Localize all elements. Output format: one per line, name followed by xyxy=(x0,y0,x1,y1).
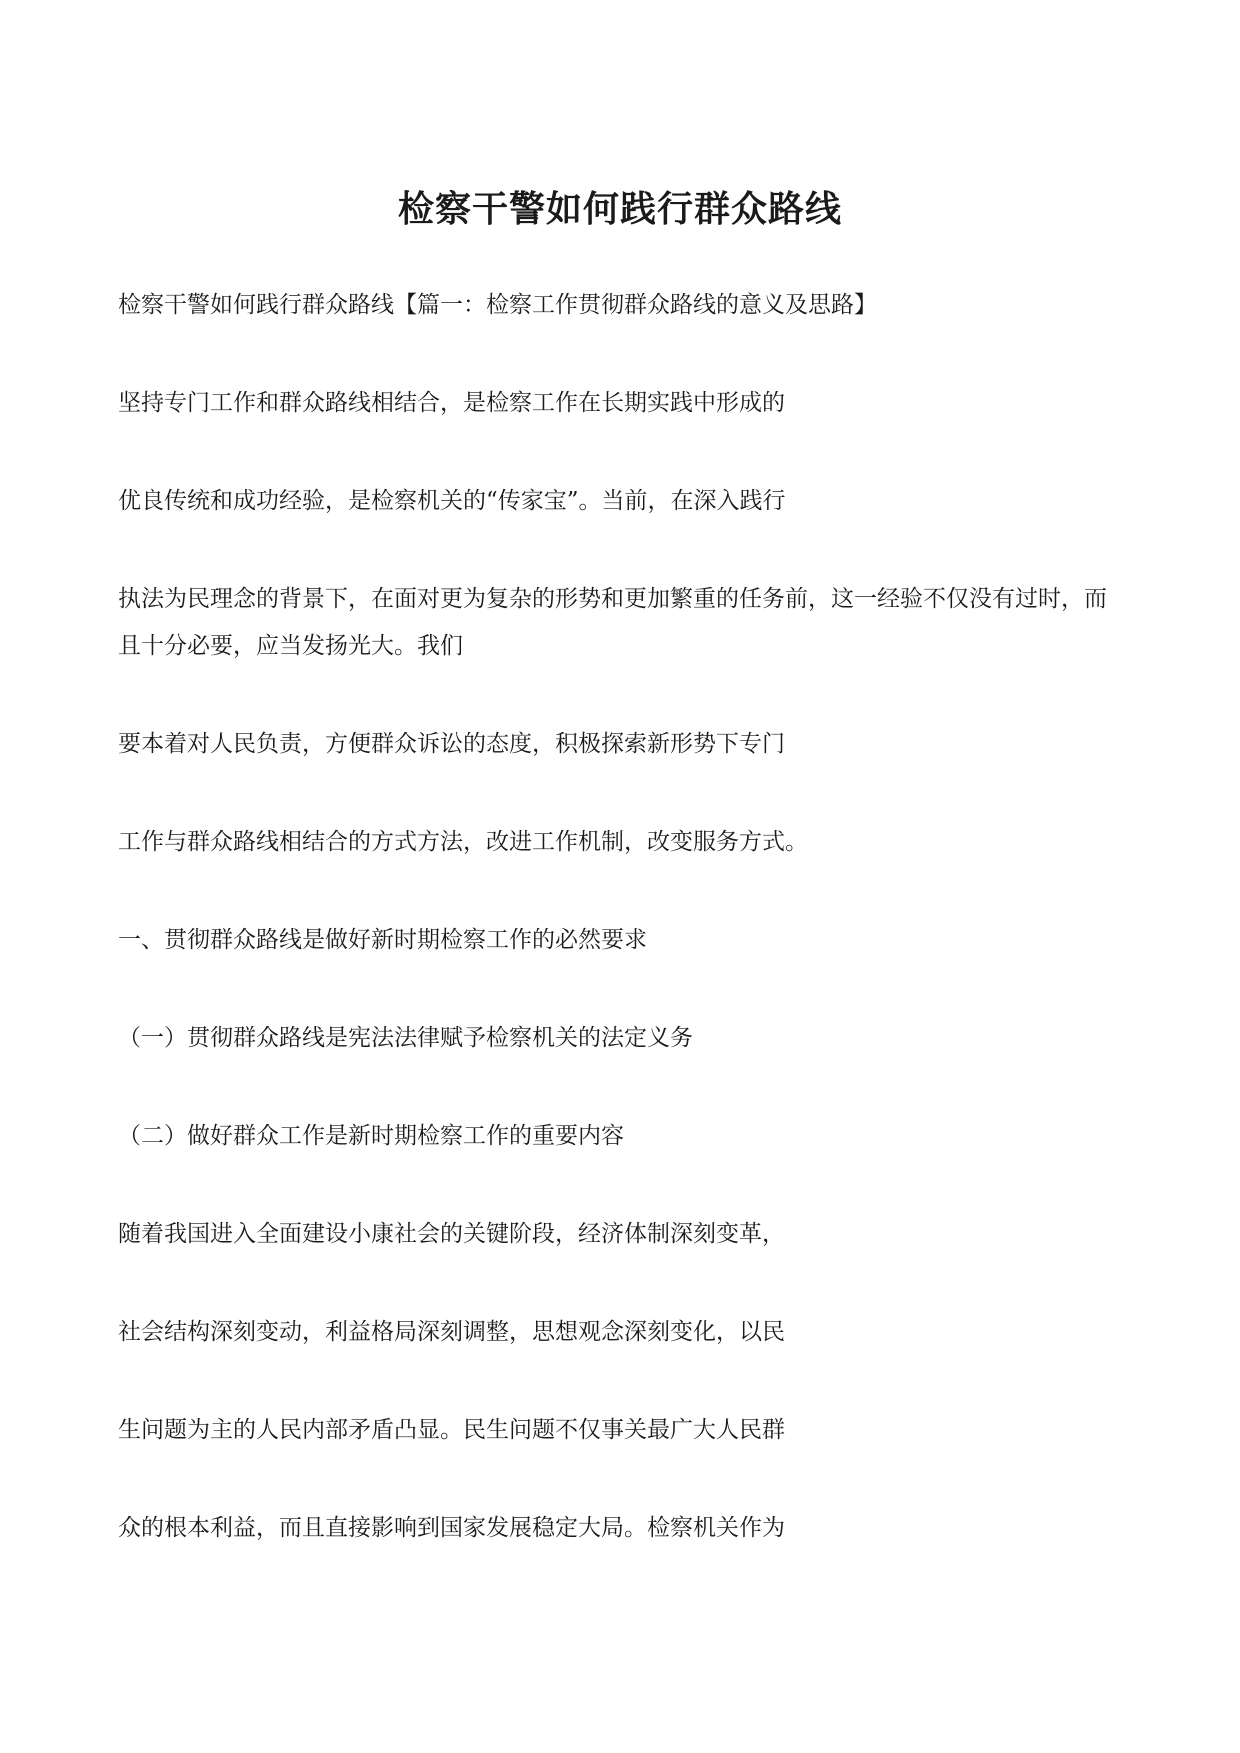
body-paragraph: 执法为民理念的背景下，在面对更为复杂的形势和更加繁重的任务前，这一经验不仅没有过时，而且十分必要，应当发扬光大。我们 xyxy=(118,586,1107,659)
body-paragraph: 优良传统和成功经验，是检察机关的“传家宝”。当前，在深入践行 xyxy=(118,488,786,514)
document-title: 检察干警如何践行群众路线 xyxy=(397,188,842,231)
body-paragraph: 生问题为主的人民内部矛盾凸显。民生问题不仅事关最广大人民群 xyxy=(118,1417,785,1443)
section-heading: 一、贯彻群众路线是做好新时期检察工作的必然要求 xyxy=(118,927,647,953)
body-paragraph: 社会结构深刻变动，利益格局深刻调整，思想观念深刻变化，以民 xyxy=(118,1319,785,1345)
section-heading: 检察干警如何践行群众路线【篇一：检察工作贯彻群众路线的意义及思路】 xyxy=(118,292,877,318)
subsection-heading: （二）做好群众工作是新时期检察工作的重要内容 xyxy=(118,1123,624,1149)
body-paragraph: 工作与群众路线相结合的方式方法，改进工作机制，改变服务方式。 xyxy=(118,829,808,855)
body-paragraph: 众的根本利益，而且直接影响到国家发展稳定大局。检察机关作为 xyxy=(118,1515,785,1541)
body-paragraph: 要本着对人民负责，方便群众诉讼的态度，积极探索新形势下专门 xyxy=(118,731,785,757)
subsection-heading: （一）贯彻群众路线是宪法法律赋予检察机关的法定义务 xyxy=(118,1025,693,1051)
body-paragraph: 坚持专门工作和群众路线相结合，是检察工作在长期实践中形成的 xyxy=(118,390,785,416)
body-paragraph: 随着我国进入全面建设小康社会的关键阶段，经济体制深刻变革， xyxy=(118,1221,785,1247)
